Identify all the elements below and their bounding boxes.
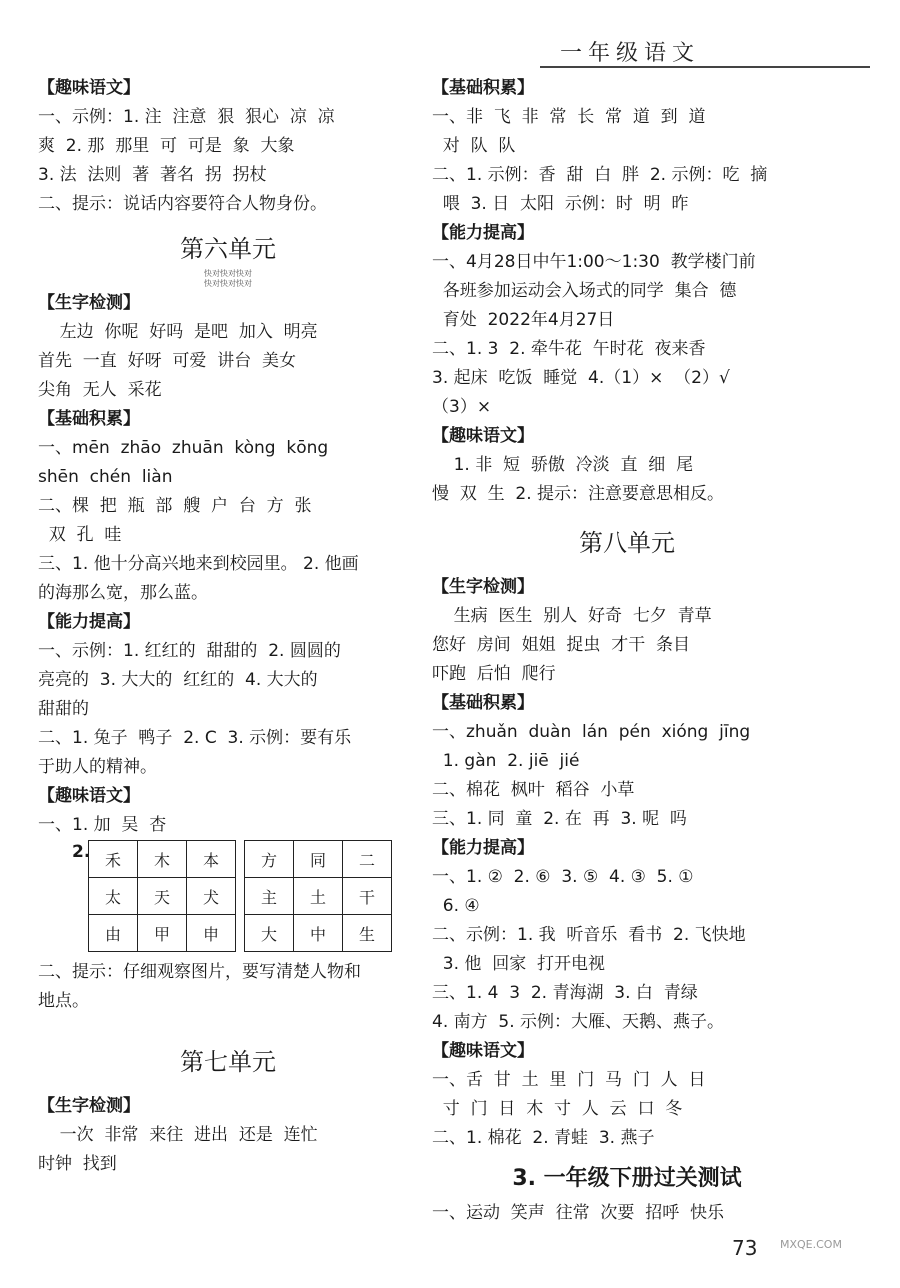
text-line: shēn chén liàn <box>38 467 173 487</box>
grid-cell: 主 <box>245 878 294 915</box>
header-rule <box>540 66 870 68</box>
text-line: 1. gàn 2. jiē jié <box>432 751 580 771</box>
grid-cell: 本 <box>187 841 236 878</box>
character-grids <box>72 840 418 958</box>
text-line: 二、棉花 枫叶 稻谷 小草 <box>432 780 635 800</box>
grid-cell: 中 <box>294 915 343 952</box>
grid-cell: 同 <box>294 841 343 878</box>
text-line: 一、zhuǎn duàn lán pén xióng jīng <box>432 722 751 742</box>
grid-cell: 由 <box>89 915 138 952</box>
right-column <box>432 74 822 1228</box>
text-line: 尖角 无人 采花 <box>38 380 162 400</box>
text-line: 甜甜的 <box>38 699 89 719</box>
text-line: 一、示例：1. 注 注意 狠 狠心 凉 凉 <box>38 107 335 127</box>
grid-cell: 二 <box>343 841 392 878</box>
grid-cell: 大 <box>245 915 294 952</box>
grid-number: 2. <box>72 842 91 862</box>
text-line: 于助人的精神。 <box>38 757 157 777</box>
text-line: 一、1. 加 吴 杏 <box>38 815 167 835</box>
page-header <box>540 22 880 70</box>
text-line: 二、示例：1. 我 听音乐 看书 2. 飞快地 <box>432 925 746 945</box>
grid-cell: 犬 <box>187 878 236 915</box>
text-line: 一、1. ② 2. ⑥ 3. ⑤ 4. ③ 5. ① <box>432 867 694 887</box>
text-line: 三、1. 他十分高兴地来到校园里。 2. 他画 <box>38 554 359 574</box>
grid-cell: 干 <box>343 878 392 915</box>
text-line: 1. 非 短 骄傲 冷淡 直 细 尾 <box>432 455 694 475</box>
watermark-stamp: MXQE.COM <box>780 1238 842 1251</box>
left-column <box>38 74 418 1179</box>
tiny-text: 快对快对快对 <box>204 269 252 278</box>
tiny-text: 快对快对快对 <box>204 279 252 288</box>
text-line: 一、mēn zhāo zhuān kòng kōng <box>38 438 329 458</box>
section-title: 3. 一年级下册过关测试 <box>512 1166 742 1191</box>
page-number: 73 <box>732 1236 758 1260</box>
block-label: 【基础积累】 <box>432 693 534 713</box>
text-line: 首先 一直 好呀 可爱 讲台 美女 <box>38 351 297 371</box>
text-line: 二、提示：说话内容要符合人物身份。 <box>38 194 327 214</box>
grid-cell: 方 <box>245 841 294 878</box>
text-line: 寸 门 日 木 寸 人 云 口 冬 <box>432 1099 683 1119</box>
text-line: 二、1. 棉花 2. 青蛙 3. 燕子 <box>432 1128 655 1148</box>
block-label: 【基础积累】 <box>38 409 140 429</box>
block-label: 【生字检测】 <box>38 1096 140 1116</box>
text-line: 育处 2022年4月27日 <box>432 310 615 330</box>
text-line: 二、1. 3 2. 牵牛花 午时花 夜来香 <box>432 339 706 359</box>
text-line: 时钟 找到 <box>38 1154 117 1174</box>
grid-cell: 申 <box>187 915 236 952</box>
block-label: 【能力提高】 <box>432 838 534 858</box>
unit-title: 第八单元 <box>579 529 675 557</box>
text-line: 喂 3. 日 太阳 示例：时 明 昨 <box>432 194 689 214</box>
block-label: 【能力提高】 <box>38 612 140 632</box>
text-line: 二、棵 把 瓶 部 艘 户 台 方 张 <box>38 496 312 516</box>
text-line: 生病 医生 别人 好奇 七夕 青草 <box>432 606 712 626</box>
unit-title: 第七单元 <box>180 1048 276 1076</box>
text-line: 二、提示：仔细观察图片，要写清楚人物和 <box>38 962 361 982</box>
text-line: 您好 房间 姐姐 捉虫 才干 条目 <box>432 635 691 655</box>
text-line: 双 孔 哇 <box>38 525 122 545</box>
grid-cell: 太 <box>89 878 138 915</box>
block-label: 【趣味语文】 <box>38 786 140 806</box>
text-line: 左边 你呢 好吗 是吧 加入 明亮 <box>38 322 318 342</box>
text-line: 3. 法 法则 著 著名 拐 拐杖 <box>38 165 267 185</box>
text-line: 各班参加运动会入场式的同学 集合 德 <box>432 281 737 301</box>
block-label: 【趣味语文】 <box>38 78 140 98</box>
block-label: 【能力提高】 <box>432 223 534 243</box>
text-line: 三、1. 同 童 2. 在 再 3. 呢 吗 <box>432 809 687 829</box>
text-line: 3. 他 回家 打开电视 <box>432 954 606 974</box>
text-line: 地点。 <box>38 991 89 1011</box>
text-line: 的海那么宽，那么蓝。 <box>38 583 208 603</box>
block-label: 【趣味语文】 <box>432 426 534 446</box>
text-line: 一次 非常 来往 进出 还是 连忙 <box>38 1125 318 1145</box>
block-label: 【基础积累】 <box>432 78 534 98</box>
block-label: 【生字检测】 <box>432 577 534 597</box>
grid-cell: 禾 <box>89 841 138 878</box>
character-grid-1 <box>88 840 236 952</box>
text-line: 对 队 队 <box>432 136 516 156</box>
text-line: 二、1. 示例：香 甜 白 胖 2. 示例：吃 摘 <box>432 165 768 185</box>
text-line: 吓跑 后怕 爬行 <box>432 664 556 684</box>
grid-cell: 天 <box>138 878 187 915</box>
text-line: 三、1. 4 3 2. 青海湖 3. 白 青绿 <box>432 983 698 1003</box>
block-label: 【趣味语文】 <box>432 1041 534 1061</box>
text-line: 一、非 飞 非 常 长 常 道 到 道 <box>432 107 706 127</box>
text-line: 爽 2. 那 那里 可 可是 象 大象 <box>38 136 295 156</box>
header-title: 一年级语文 <box>560 41 701 66</box>
text-line: 亮亮的 3. 大大的 红红的 4. 大大的 <box>38 670 318 690</box>
text-line: 一、舌 甘 土 里 门 马 门 人 日 <box>432 1070 706 1090</box>
grid-cell: 木 <box>138 841 187 878</box>
text-line: 一、示例：1. 红红的 甜甜的 2. 圆圆的 <box>38 641 341 661</box>
text-line: 一、运动 笑声 往常 次要 招呼 快乐 <box>432 1203 725 1223</box>
text-line: 6. ④ <box>432 896 480 916</box>
text-line: 一、4月28日中午1:00～1:30 教学楼门前 <box>432 252 756 272</box>
text-line: 二、1. 兔子 鸭子 2. C 3. 示例：要有乐 <box>38 728 352 748</box>
text-line: 4. 南方 5. 示例：大雁、天鹅、燕子。 <box>432 1012 725 1032</box>
grid-cell: 生 <box>343 915 392 952</box>
character-grid-2 <box>244 840 392 952</box>
unit-title: 第六单元 <box>180 235 276 263</box>
text-line: （3）× <box>432 397 492 417</box>
text-line: 3. 起床 吃饭 睡觉 4.（1）× （2）√ <box>432 368 730 388</box>
grid-cell: 土 <box>294 878 343 915</box>
grid-cell: 甲 <box>138 915 187 952</box>
text-line: 慢 双 生 2. 提示：注意要意思相反。 <box>432 484 725 504</box>
block-label: 【生字检测】 <box>38 293 140 313</box>
